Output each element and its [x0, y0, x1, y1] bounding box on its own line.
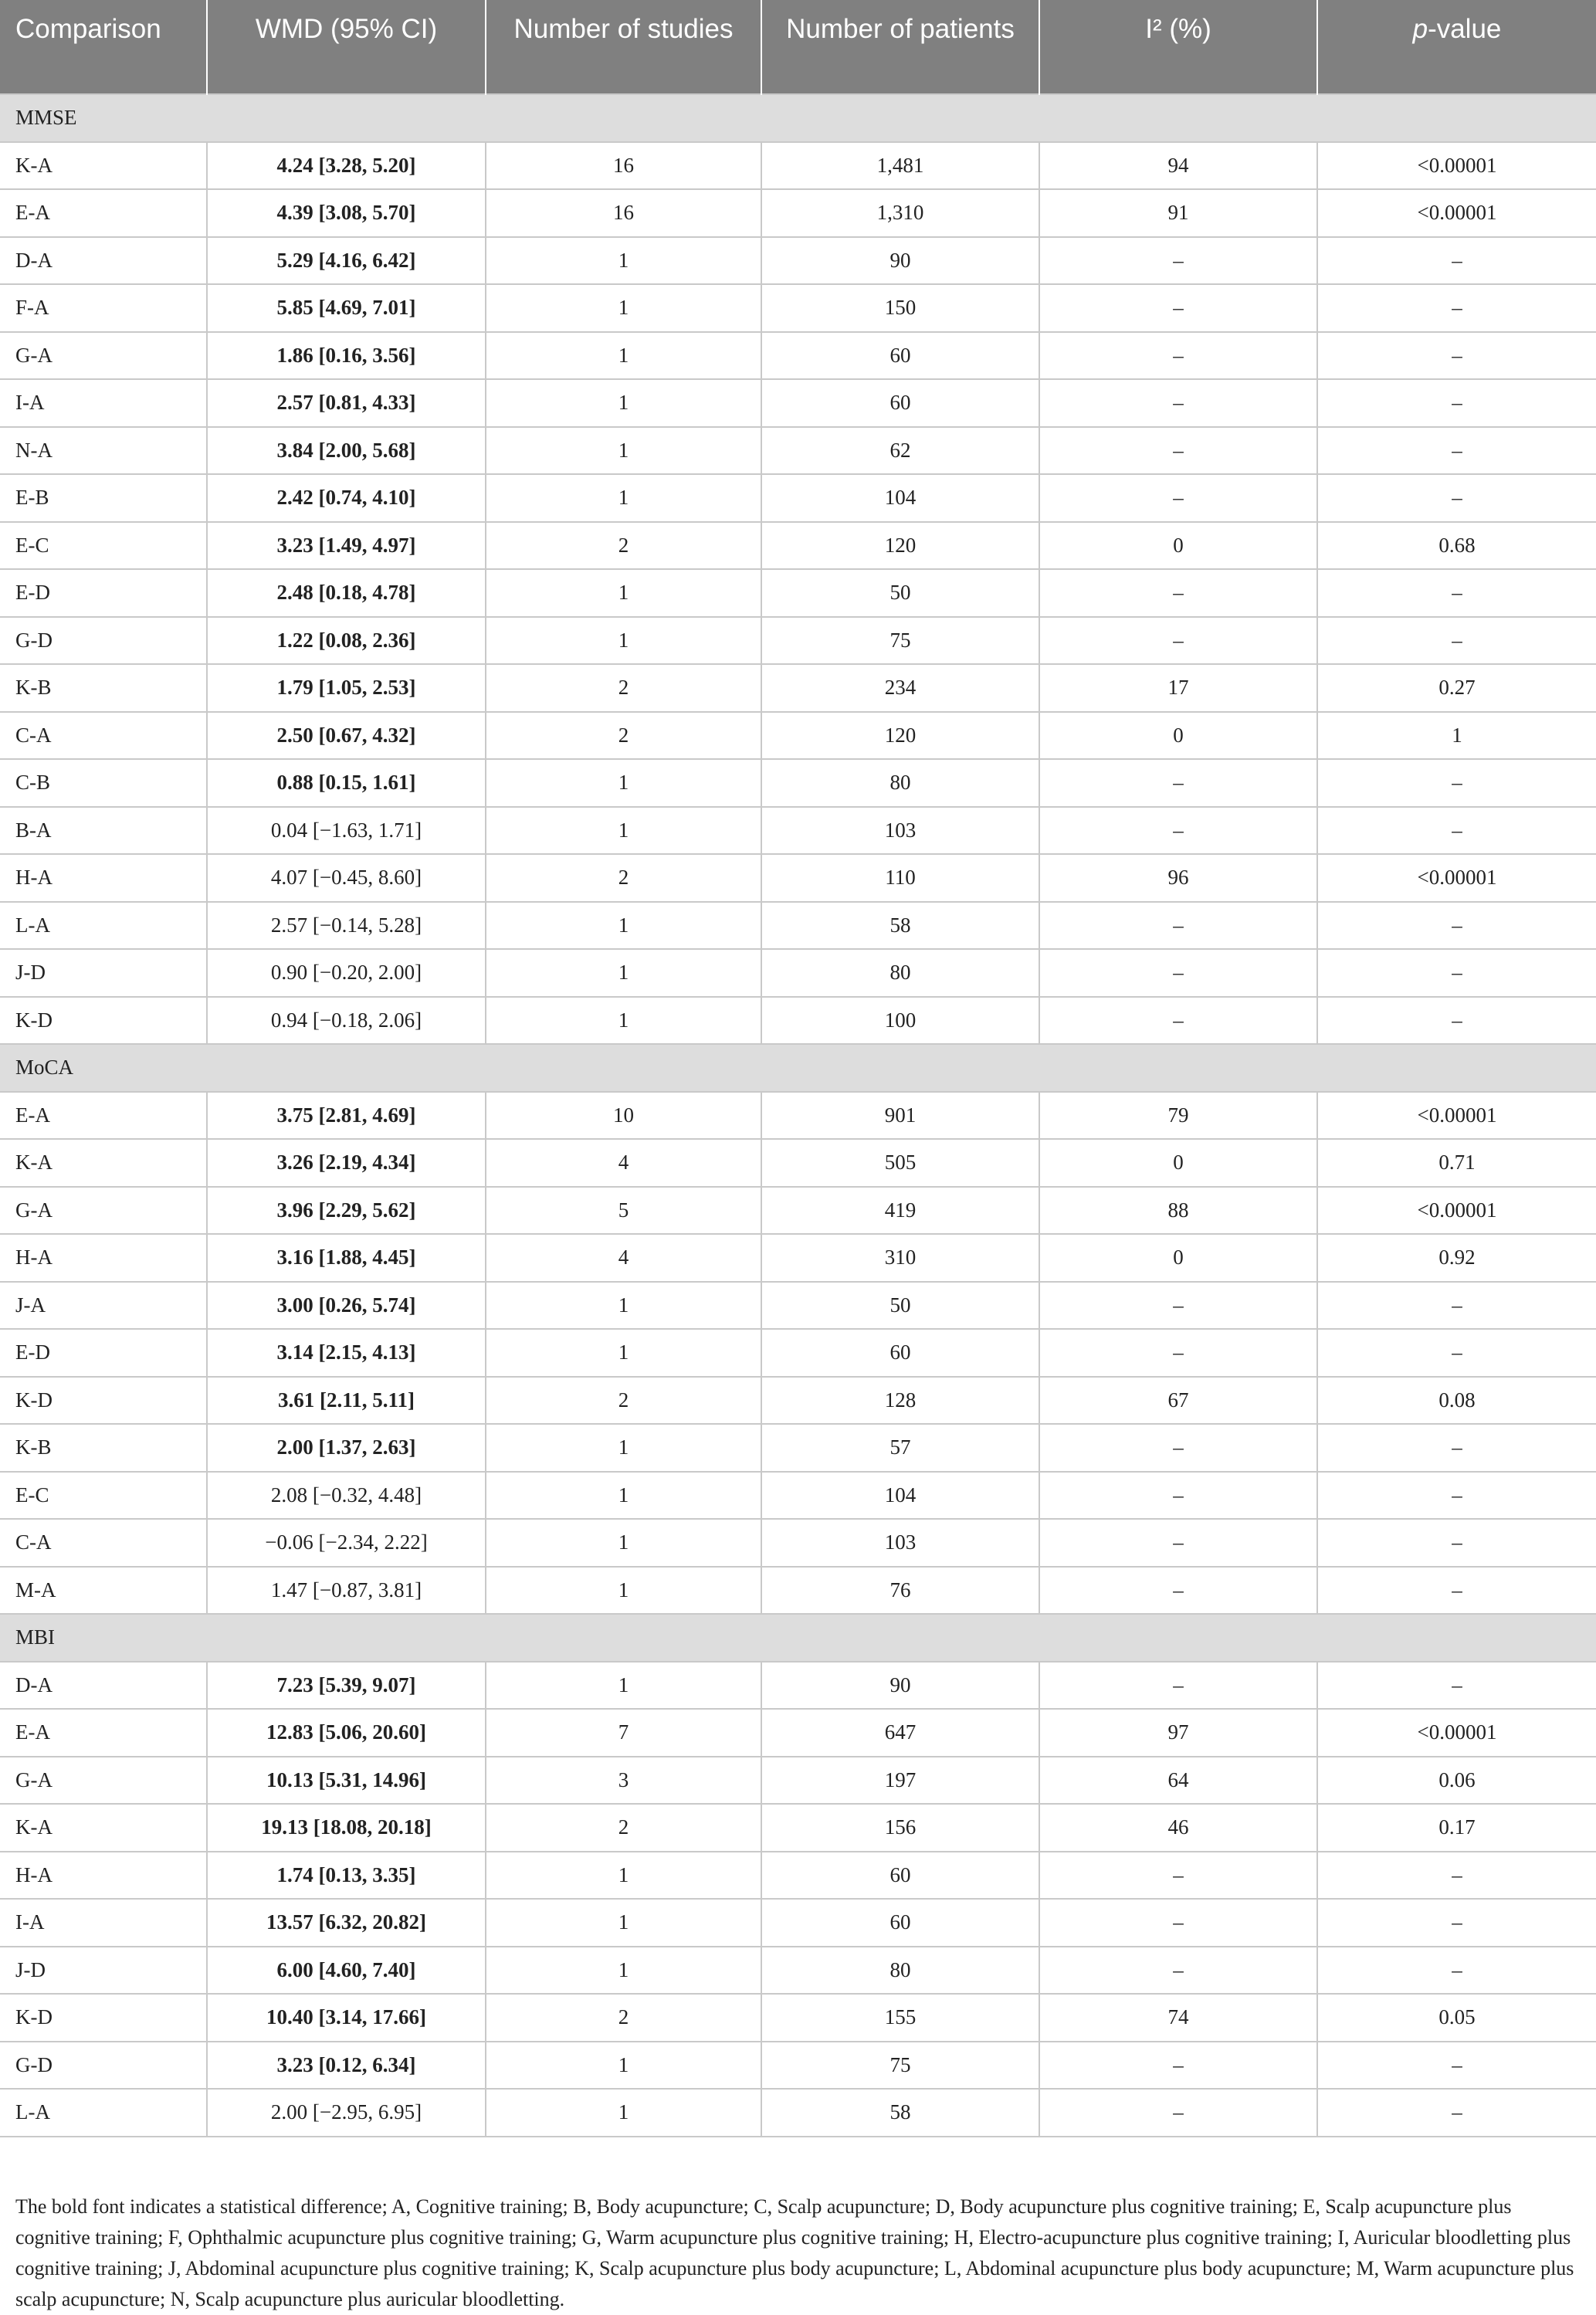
cell-studies: 3	[486, 1757, 761, 1805]
table-row	[0, 1519, 1596, 1567]
cell-p-value: –	[1317, 332, 1596, 380]
header-studies: Number of studies	[486, 0, 761, 94]
cell-studies: 1	[486, 427, 761, 475]
cell-wmd: 3.75 [2.81, 4.69]	[207, 1092, 486, 1140]
header-comparison: Comparison	[0, 0, 207, 94]
cell-patients: 90	[761, 237, 1039, 285]
cell-wmd: 6.00 [4.60, 7.40]	[207, 1947, 486, 1995]
cell-wmd: 3.23 [1.49, 4.97]	[207, 522, 486, 570]
cell-comparison: K-A	[0, 1139, 207, 1187]
cell-comparison: K-D	[0, 997, 207, 1045]
cell-p-value: –	[1317, 379, 1596, 427]
cell-studies: 1	[486, 1519, 761, 1567]
cell-wmd: 3.14 [2.15, 4.13]	[207, 1329, 486, 1377]
cell-wmd: 2.57 [−0.14, 5.28]	[207, 902, 486, 950]
cell-wmd: 3.23 [0.12, 6.34]	[207, 2042, 486, 2090]
cell-patients: 60	[761, 1329, 1039, 1377]
cell-studies: 1	[486, 1899, 761, 1947]
cell-studies: 1	[486, 1662, 761, 1710]
cell-studies: 1	[486, 1424, 761, 1472]
table-row	[0, 1662, 1596, 1710]
table-footnote: The bold font indicates a statistical difference; A, Cognitive training; B, Body acupuncture; C, Scalp acupuncture; D, Body acupuncture plus cognitive training; E, Scalp acupuncture plus cognitive training; F, Ophthalmic acupuncture plus cognitive training; G, Warm acupuncture plus cognitive training; H, Electro-acupuncture plus cognitive training; I, Auricular bloodletting plus cognitive training; J, Abdominal acupuncture plus cognitive training; K, Scalp acupuncture plus body acupuncture; L, Abdominal acupuncture plus body acupuncture; M, Warm acupuncture plus scalp acupuncture; N, Scalp acupuncture plus auricular bloodletting.	[15, 2195, 1574, 2310]
cell-patients: 310	[761, 1234, 1039, 1282]
cell-studies: 1	[486, 237, 761, 285]
cell-patients: 76	[761, 1567, 1039, 1615]
table-row	[0, 379, 1596, 427]
cell-i2: 64	[1039, 1757, 1317, 1805]
cell-patients: 58	[761, 902, 1039, 950]
cell-wmd: 2.42 [0.74, 4.10]	[207, 474, 486, 522]
cell-p-value: –	[1317, 1329, 1596, 1377]
cell-p-value: –	[1317, 1947, 1596, 1995]
cell-i2: –	[1039, 1899, 1317, 1947]
cell-patients: 80	[761, 759, 1039, 807]
cell-comparison: C-A	[0, 1519, 207, 1567]
cell-comparison: D-A	[0, 1662, 207, 1710]
cell-studies: 7	[486, 1709, 761, 1757]
cell-patients: 57	[761, 1424, 1039, 1472]
cell-i2: –	[1039, 2089, 1317, 2137]
cell-studies: 2	[486, 522, 761, 570]
cell-comparison: G-A	[0, 1757, 207, 1805]
table-row	[0, 1567, 1596, 1615]
table-row	[0, 997, 1596, 1045]
cell-patients: 150	[761, 284, 1039, 332]
cell-studies: 1	[486, 2089, 761, 2137]
cell-wmd: 3.61 [2.11, 5.11]	[207, 1377, 486, 1425]
cell-patients: 155	[761, 1994, 1039, 2042]
table-row	[0, 1234, 1596, 1282]
cell-patients: 75	[761, 617, 1039, 665]
cell-i2: –	[1039, 1519, 1317, 1567]
cell-comparison: E-A	[0, 1092, 207, 1140]
cell-comparison: N-A	[0, 427, 207, 475]
cell-wmd: 1.74 [0.13, 3.35]	[207, 1852, 486, 1900]
cell-comparison: K-B	[0, 664, 207, 712]
cell-i2: –	[1039, 332, 1317, 380]
cell-patients: 60	[761, 1899, 1039, 1947]
cell-patients: 505	[761, 1139, 1039, 1187]
cell-comparison: K-B	[0, 1424, 207, 1472]
cell-p-value: –	[1317, 2042, 1596, 2090]
section-row	[0, 1044, 1596, 1092]
cell-p-value: –	[1317, 1519, 1596, 1567]
table-row	[0, 617, 1596, 665]
cell-comparison: J-D	[0, 1947, 207, 1995]
cell-studies: 2	[486, 1804, 761, 1852]
cell-studies: 2	[486, 712, 761, 760]
cell-comparison: C-A	[0, 712, 207, 760]
table-row	[0, 902, 1596, 950]
cell-i2: –	[1039, 1282, 1317, 1330]
cell-i2: –	[1039, 807, 1317, 855]
table-row	[0, 522, 1596, 570]
cell-i2: 96	[1039, 854, 1317, 902]
cell-studies: 2	[486, 1377, 761, 1425]
cell-i2: 74	[1039, 1994, 1317, 2042]
cell-comparison: E-C	[0, 1472, 207, 1520]
cell-studies: 1	[486, 759, 761, 807]
table-row	[0, 1852, 1596, 1900]
cell-wmd: 0.90 [−0.20, 2.00]	[207, 949, 486, 997]
cell-i2: –	[1039, 997, 1317, 1045]
cell-studies: 2	[486, 854, 761, 902]
table-body	[0, 94, 1596, 2137]
cell-comparison: K-A	[0, 142, 207, 190]
cell-wmd: 3.00 [0.26, 5.74]	[207, 1282, 486, 1330]
cell-comparison: E-D	[0, 569, 207, 617]
cell-wmd: 2.08 [−0.32, 4.48]	[207, 1472, 486, 1520]
cell-comparison: G-A	[0, 1187, 207, 1235]
cell-p-value: –	[1317, 474, 1596, 522]
cell-wmd: 5.85 [4.69, 7.01]	[207, 284, 486, 332]
table-row	[0, 2042, 1596, 2090]
cell-i2: –	[1039, 1852, 1317, 1900]
cell-i2: 94	[1039, 142, 1317, 190]
cell-studies: 1	[486, 1472, 761, 1520]
cell-i2: –	[1039, 902, 1317, 950]
cell-wmd: 1.86 [0.16, 3.56]	[207, 332, 486, 380]
cell-patients: 197	[761, 1757, 1039, 1805]
cell-p-value: –	[1317, 997, 1596, 1045]
cell-wmd: 0.04 [−1.63, 1.71]	[207, 807, 486, 855]
cell-studies: 16	[486, 189, 761, 237]
table-row	[0, 237, 1596, 285]
cell-p-value: 0.08	[1317, 1377, 1596, 1425]
cell-comparison: E-D	[0, 1329, 207, 1377]
table-row	[0, 474, 1596, 522]
cell-wmd: 3.26 [2.19, 4.34]	[207, 1139, 486, 1187]
table-row	[0, 189, 1596, 237]
cell-comparison: E-A	[0, 1709, 207, 1757]
cell-p-value: –	[1317, 617, 1596, 665]
cell-patients: 80	[761, 949, 1039, 997]
cell-wmd: 4.39 [3.08, 5.70]	[207, 189, 486, 237]
cell-p-value: 0.06	[1317, 1757, 1596, 1805]
cell-p-value: –	[1317, 1899, 1596, 1947]
cell-wmd: 2.00 [1.37, 2.63]	[207, 1424, 486, 1472]
cell-p-value: –	[1317, 1567, 1596, 1615]
cell-wmd: 12.83 [5.06, 20.60]	[207, 1709, 486, 1757]
cell-i2: 0	[1039, 522, 1317, 570]
table-row	[0, 1187, 1596, 1235]
cell-i2: 46	[1039, 1804, 1317, 1852]
header-i2: I² (%)	[1039, 0, 1317, 94]
cell-comparison: G-D	[0, 2042, 207, 2090]
cell-studies: 1	[486, 569, 761, 617]
cell-patients: 156	[761, 1804, 1039, 1852]
cell-p-value: –	[1317, 902, 1596, 950]
cell-wmd: 1.22 [0.08, 2.36]	[207, 617, 486, 665]
cell-comparison: H-A	[0, 1852, 207, 1900]
cell-wmd: 1.47 [−0.87, 3.81]	[207, 1567, 486, 1615]
cell-studies: 1	[486, 474, 761, 522]
cell-wmd: 2.50 [0.67, 4.32]	[207, 712, 486, 760]
cell-wmd: 0.94 [−0.18, 2.06]	[207, 997, 486, 1045]
cell-patients: 110	[761, 854, 1039, 902]
cell-patients: 128	[761, 1377, 1039, 1425]
cell-patients: 100	[761, 997, 1039, 1045]
table-row	[0, 1472, 1596, 1520]
cell-studies: 5	[486, 1187, 761, 1235]
table-row	[0, 1282, 1596, 1330]
cell-studies: 1	[486, 2042, 761, 2090]
cell-comparison: G-D	[0, 617, 207, 665]
cell-i2: –	[1039, 237, 1317, 285]
table-row	[0, 1329, 1596, 1377]
cell-wmd: 2.57 [0.81, 4.33]	[207, 379, 486, 427]
cell-studies: 2	[486, 664, 761, 712]
cell-i2: –	[1039, 1567, 1317, 1615]
cell-p-value: –	[1317, 1424, 1596, 1472]
table-row	[0, 1092, 1596, 1140]
table-row	[0, 2089, 1596, 2137]
cell-wmd: 1.79 [1.05, 2.53]	[207, 664, 486, 712]
cell-p-value: <0.00001	[1317, 1187, 1596, 1235]
cell-p-value: –	[1317, 807, 1596, 855]
cell-wmd: 3.96 [2.29, 5.62]	[207, 1187, 486, 1235]
cell-p-value: 0.71	[1317, 1139, 1596, 1187]
cell-i2: –	[1039, 1329, 1317, 1377]
cell-i2: 79	[1039, 1092, 1317, 1140]
table-row	[0, 759, 1596, 807]
cell-i2: –	[1039, 284, 1317, 332]
table-row	[0, 807, 1596, 855]
table-row	[0, 1424, 1596, 1472]
cell-i2: –	[1039, 759, 1317, 807]
header-patients: Number of patients	[761, 0, 1039, 94]
table-row	[0, 284, 1596, 332]
cell-comparison: K-D	[0, 1994, 207, 2042]
table-row	[0, 1804, 1596, 1852]
table-row	[0, 1757, 1596, 1805]
cell-i2: 67	[1039, 1377, 1317, 1425]
cell-wmd: 19.13 [18.08, 20.18]	[207, 1804, 486, 1852]
cell-studies: 1	[486, 617, 761, 665]
cell-patients: 103	[761, 1519, 1039, 1567]
table-row	[0, 664, 1596, 712]
section-row	[0, 1614, 1596, 1662]
cell-p-value: 0.05	[1317, 1994, 1596, 2042]
cell-patients: 104	[761, 1472, 1039, 1520]
cell-studies: 1	[486, 997, 761, 1045]
cell-wmd: 3.16 [1.88, 4.45]	[207, 1234, 486, 1282]
cell-i2: –	[1039, 617, 1317, 665]
cell-comparison: M-A	[0, 1567, 207, 1615]
header-p-rest: -value	[1428, 14, 1502, 44]
cell-patients: 419	[761, 1187, 1039, 1235]
cell-patients: 60	[761, 1852, 1039, 1900]
cell-p-value: –	[1317, 1472, 1596, 1520]
cell-i2: 0	[1039, 712, 1317, 760]
cell-i2: –	[1039, 1662, 1317, 1710]
cell-patients: 120	[761, 712, 1039, 760]
cell-comparison: I-A	[0, 1899, 207, 1947]
cell-comparison: C-B	[0, 759, 207, 807]
cell-comparison: K-A	[0, 1804, 207, 1852]
cell-i2: –	[1039, 1947, 1317, 1995]
table-row	[0, 1709, 1596, 1757]
cell-p-value: –	[1317, 1282, 1596, 1330]
cell-studies: 1	[486, 807, 761, 855]
cell-wmd: 2.00 [−2.95, 6.95]	[207, 2089, 486, 2137]
cell-patients: 62	[761, 427, 1039, 475]
cell-i2: 0	[1039, 1139, 1317, 1187]
cell-i2: –	[1039, 379, 1317, 427]
table-row	[0, 569, 1596, 617]
cell-comparison: E-B	[0, 474, 207, 522]
cell-studies: 1	[486, 379, 761, 427]
cell-patients: 901	[761, 1092, 1039, 1140]
cell-i2: –	[1039, 569, 1317, 617]
cell-i2: 91	[1039, 189, 1317, 237]
cell-p-value: <0.00001	[1317, 854, 1596, 902]
cell-comparison: L-A	[0, 902, 207, 950]
cell-studies: 1	[486, 1947, 761, 1995]
cell-wmd: 4.07 [−0.45, 8.60]	[207, 854, 486, 902]
cell-p-value: 0.68	[1317, 522, 1596, 570]
cell-wmd: 10.13 [5.31, 14.96]	[207, 1757, 486, 1805]
cell-i2: –	[1039, 427, 1317, 475]
cell-comparison: D-A	[0, 237, 207, 285]
cell-p-value: 0.92	[1317, 1234, 1596, 1282]
cell-wmd: 10.40 [3.14, 17.66]	[207, 1994, 486, 2042]
table-row	[0, 1899, 1596, 1947]
cell-comparison: F-A	[0, 284, 207, 332]
table-row	[0, 142, 1596, 190]
cell-i2: –	[1039, 2042, 1317, 2090]
cell-wmd: 0.88 [0.15, 1.61]	[207, 759, 486, 807]
cell-p-value: –	[1317, 2089, 1596, 2137]
cell-patients: 50	[761, 569, 1039, 617]
cell-patients: 90	[761, 1662, 1039, 1710]
cell-comparison: L-A	[0, 2089, 207, 2137]
section-label: MBI	[0, 1614, 1596, 1662]
cell-studies: 4	[486, 1139, 761, 1187]
cell-patients: 103	[761, 807, 1039, 855]
table-row	[0, 712, 1596, 760]
cell-wmd: 3.84 [2.00, 5.68]	[207, 427, 486, 475]
cell-wmd: 5.29 [4.16, 6.42]	[207, 237, 486, 285]
cell-studies: 10	[486, 1092, 761, 1140]
table-row	[0, 1139, 1596, 1187]
cell-studies: 1	[486, 1567, 761, 1615]
cell-p-value: –	[1317, 569, 1596, 617]
cell-studies: 1	[486, 1852, 761, 1900]
cell-comparison: H-A	[0, 1234, 207, 1282]
table-row	[0, 332, 1596, 380]
cell-comparison: K-D	[0, 1377, 207, 1425]
cell-comparison: J-A	[0, 1282, 207, 1330]
cell-i2: –	[1039, 949, 1317, 997]
cell-p-value: 1	[1317, 712, 1596, 760]
table-row	[0, 1377, 1596, 1425]
cell-p-value: –	[1317, 759, 1596, 807]
cell-wmd: −0.06 [−2.34, 2.22]	[207, 1519, 486, 1567]
cell-p-value: –	[1317, 237, 1596, 285]
cell-i2: –	[1039, 1472, 1317, 1520]
cell-patients: 104	[761, 474, 1039, 522]
cell-i2: 17	[1039, 664, 1317, 712]
table-row	[0, 427, 1596, 475]
header-p-italic: p	[1412, 14, 1428, 44]
cell-patients: 58	[761, 2089, 1039, 2137]
cell-wmd: 4.24 [3.28, 5.20]	[207, 142, 486, 190]
cell-i2: –	[1039, 1424, 1317, 1472]
cell-p-value: 0.27	[1317, 664, 1596, 712]
table-header	[0, 0, 1596, 94]
cell-wmd: 7.23 [5.39, 9.07]	[207, 1662, 486, 1710]
cell-studies: 1	[486, 1282, 761, 1330]
section-row	[0, 94, 1596, 142]
cell-patients: 647	[761, 1709, 1039, 1757]
cell-patients: 1,310	[761, 189, 1039, 237]
cell-studies: 1	[486, 902, 761, 950]
cell-p-value: –	[1317, 427, 1596, 475]
table-row	[0, 949, 1596, 997]
cell-comparison: B-A	[0, 807, 207, 855]
cell-p-value: –	[1317, 1662, 1596, 1710]
cell-i2: 88	[1039, 1187, 1317, 1235]
cell-i2: –	[1039, 474, 1317, 522]
cell-comparison: I-A	[0, 379, 207, 427]
cell-comparison: H-A	[0, 854, 207, 902]
cell-p-value: <0.00001	[1317, 142, 1596, 190]
cell-patients: 234	[761, 664, 1039, 712]
cell-p-value: <0.00001	[1317, 189, 1596, 237]
cell-patients: 80	[761, 1947, 1039, 1995]
section-label: MoCA	[0, 1044, 1596, 1092]
cell-studies: 16	[486, 142, 761, 190]
cell-studies: 1	[486, 949, 761, 997]
cell-wmd: 13.57 [6.32, 20.82]	[207, 1899, 486, 1947]
cell-i2: 0	[1039, 1234, 1317, 1282]
cell-studies: 2	[486, 1994, 761, 2042]
cell-patients: 60	[761, 332, 1039, 380]
cell-patients: 60	[761, 379, 1039, 427]
cell-comparison: G-A	[0, 332, 207, 380]
cell-comparison: J-D	[0, 949, 207, 997]
cell-patients: 50	[761, 1282, 1039, 1330]
cell-studies: 1	[486, 1329, 761, 1377]
cell-patients: 120	[761, 522, 1039, 570]
cell-p-value: 0.17	[1317, 1804, 1596, 1852]
table-row	[0, 854, 1596, 902]
cell-p-value: –	[1317, 949, 1596, 997]
cell-i2: 97	[1039, 1709, 1317, 1757]
cell-comparison: E-A	[0, 189, 207, 237]
cell-studies: 1	[486, 284, 761, 332]
cell-wmd: 2.48 [0.18, 4.78]	[207, 569, 486, 617]
header-p-value	[1317, 0, 1596, 94]
section-label: MMSE	[0, 94, 1596, 142]
cell-p-value: <0.00001	[1317, 1092, 1596, 1140]
cell-comparison: E-C	[0, 522, 207, 570]
cell-studies: 4	[486, 1234, 761, 1282]
table-row	[0, 1947, 1596, 1995]
table-row	[0, 1994, 1596, 2042]
cell-p-value: <0.00001	[1317, 1709, 1596, 1757]
cell-patients: 1,481	[761, 142, 1039, 190]
cell-p-value: –	[1317, 1852, 1596, 1900]
cell-studies: 1	[486, 332, 761, 380]
cell-p-value: –	[1317, 284, 1596, 332]
cell-patients: 75	[761, 2042, 1039, 2090]
header-wmd: WMD (95% CI)	[207, 0, 486, 94]
